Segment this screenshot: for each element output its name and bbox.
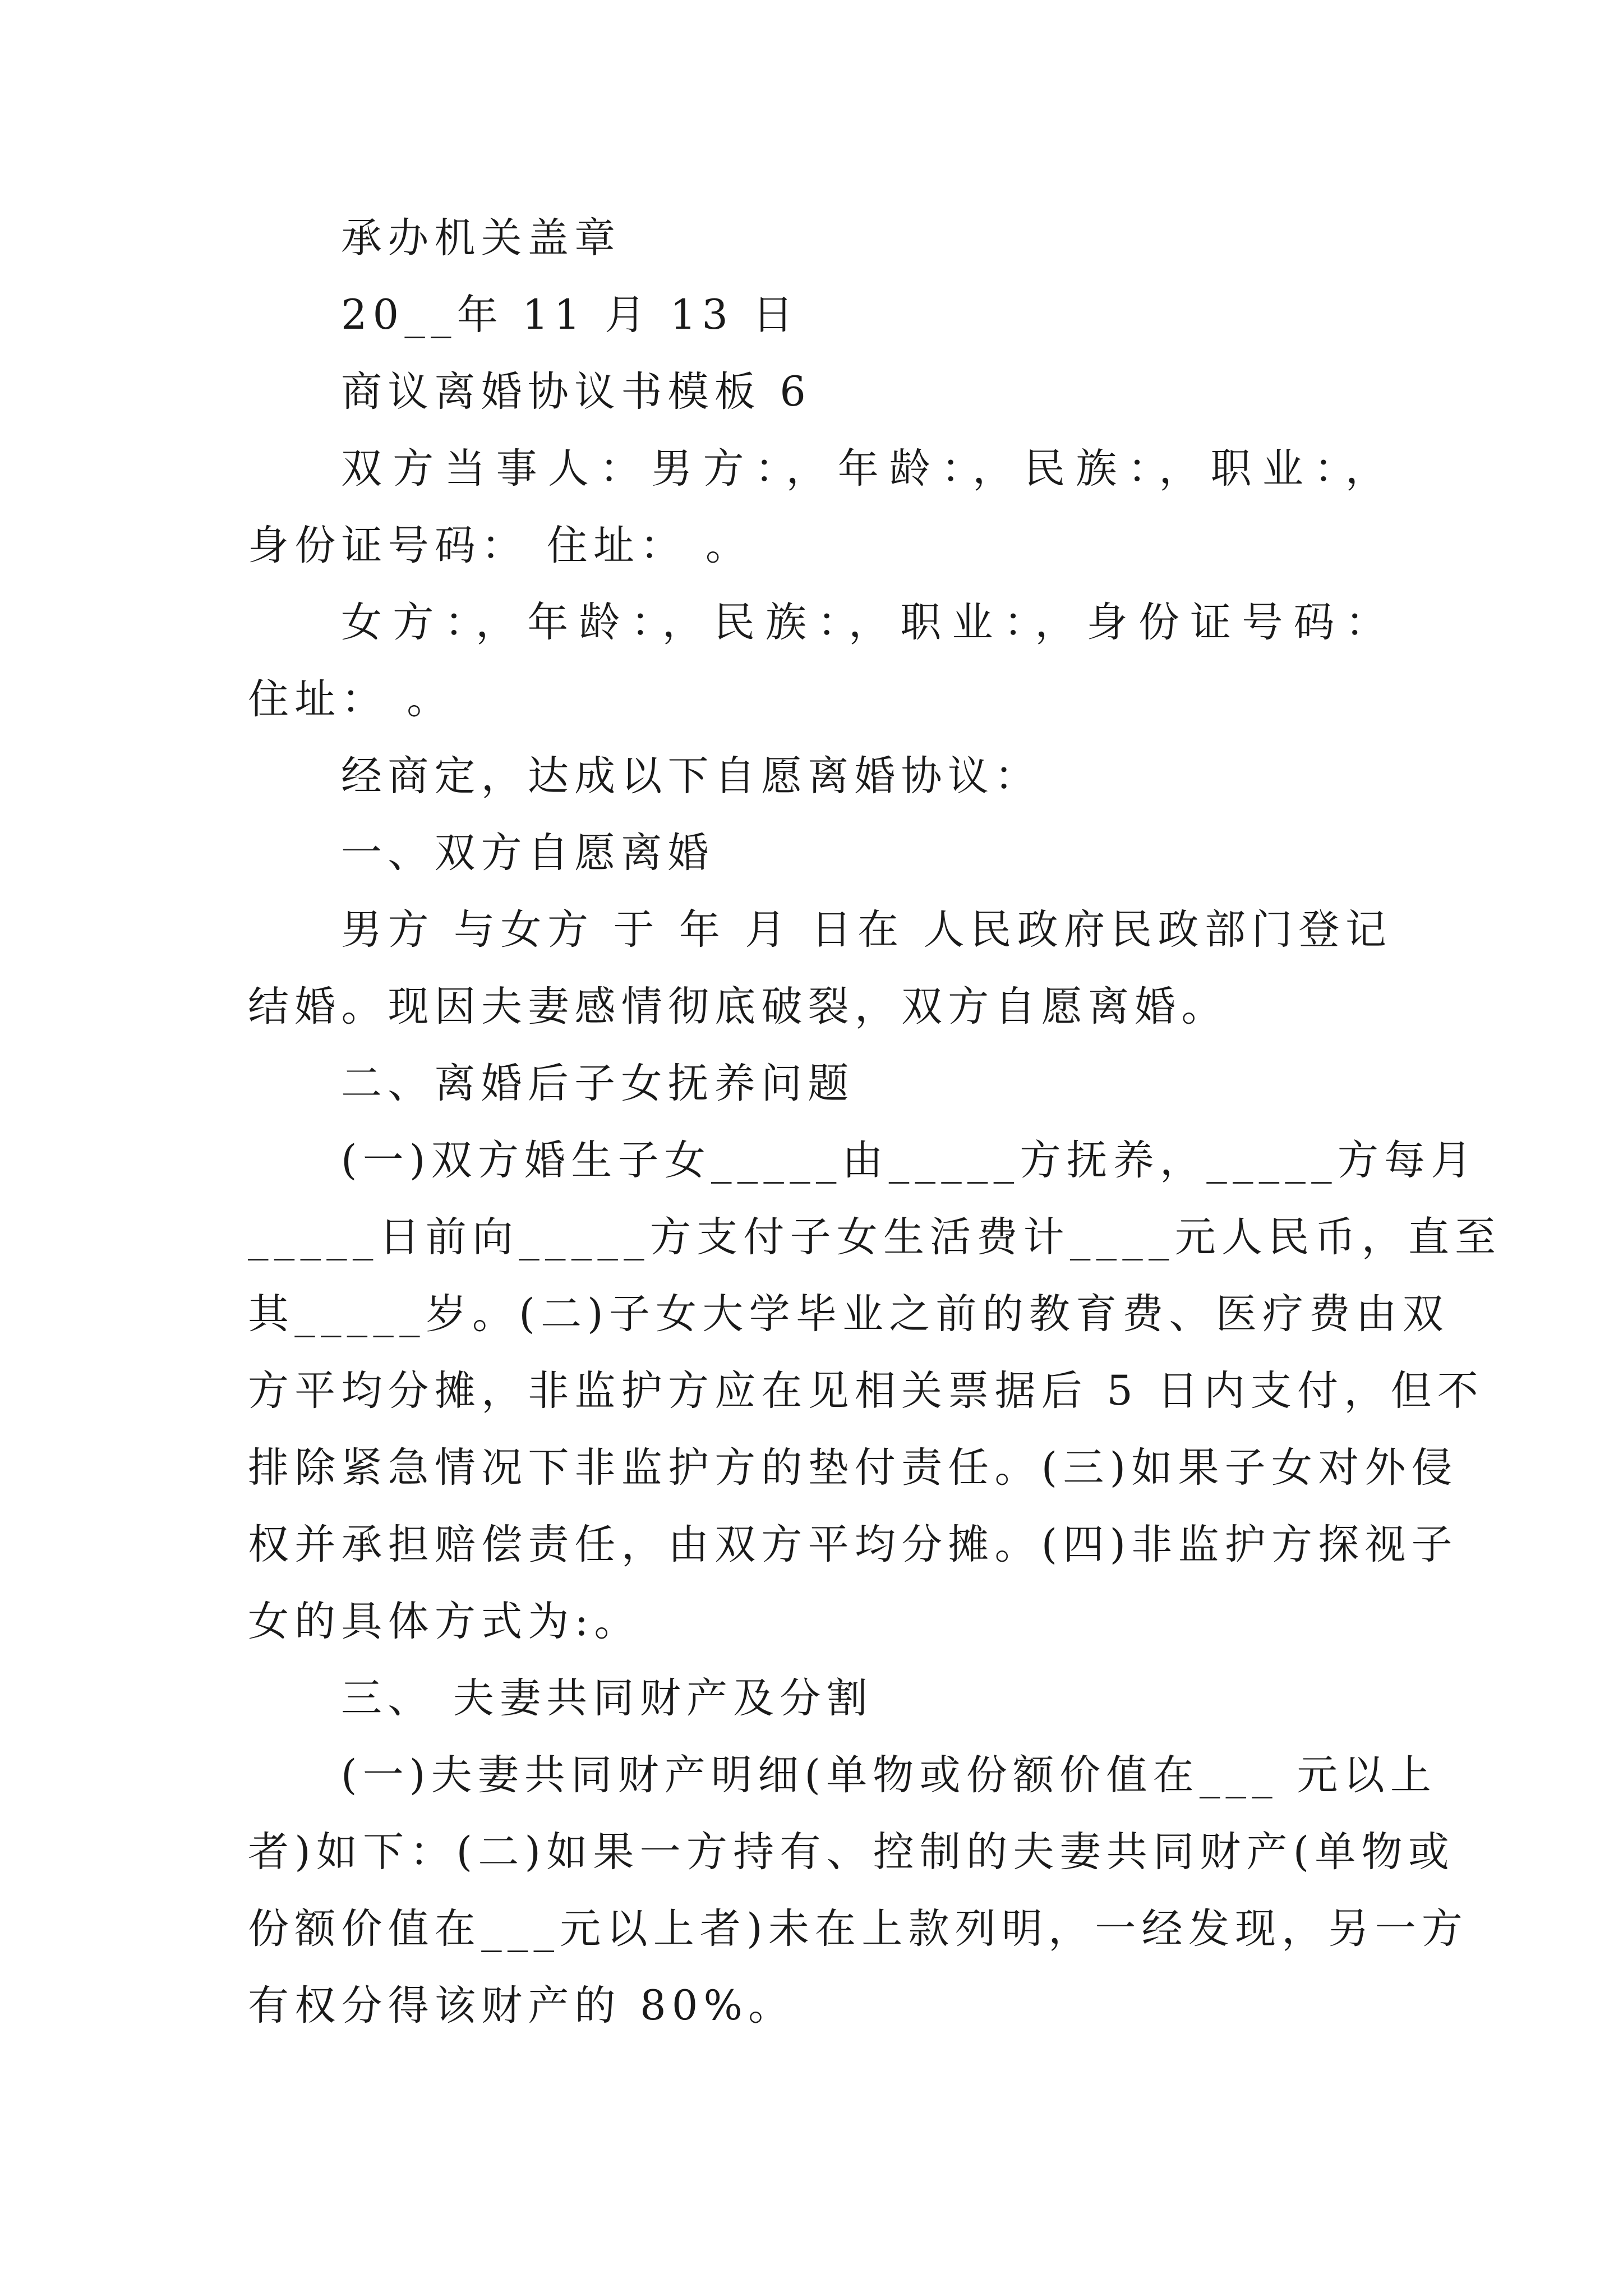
paragraph-line: 男方 与女方 于 年 月 日在 人民政府民政部门登记 bbox=[341, 906, 1392, 954]
paragraph-line: 方平均分摊，非监护方应在见相关票据后 5 日内支付，但不 bbox=[248, 1367, 1484, 1415]
paragraph-line: 女的具体方式为:。 bbox=[248, 1598, 641, 1645]
paragraph-line: 住址： 。 bbox=[248, 675, 454, 723]
paragraph-line: (一)双方婚生子女_____由_____方抚养，_____方每月 bbox=[341, 1137, 1478, 1184]
paragraph-line: 排除紧急情况下非监护方的垫付责任。(三)如果子女对外侵 bbox=[248, 1444, 1458, 1492]
paragraph-line: 承办机关盖章 bbox=[341, 214, 621, 262]
paragraph-line: 三、 夫妻共同财产及分割 bbox=[341, 1674, 873, 1722]
paragraph-line: _____日前向_____方支付子女生活费计____元人民币，直至 bbox=[248, 1213, 1502, 1261]
paragraph-line: 有权分得该财产的 80%。 bbox=[248, 1982, 795, 2030]
paragraph-line: 一、双方自愿离婚 bbox=[341, 829, 714, 877]
paragraph-line: 者)如下：(二)如果一方持有、控制的夫妻共同财产(单物或 bbox=[248, 1828, 1455, 1876]
paragraph-line: 结婚。现因夫妻感情彻底破裂，双方自愿离婚。 bbox=[248, 983, 1228, 1030]
paragraph-line: 身份证号码： 住址： 。 bbox=[248, 522, 753, 569]
document-body bbox=[248, 200, 1502, 2044]
paragraph-line: 权并承担赔偿责任，由双方平均分摊。(四)非监护方探视子 bbox=[248, 1521, 1458, 1568]
paragraph-line: 20__年 11 月 13 日 bbox=[341, 291, 799, 339]
paragraph-line: 女方：，年龄：，民族：，职业：，身份证号码： bbox=[341, 599, 1392, 646]
paragraph-line: 双方当事人：男方：，年龄：，民族：，职业：， bbox=[341, 445, 1392, 493]
paragraph-line: 其_____岁。(二)子女大学毕业之前的教育费、医疗费由双 bbox=[248, 1290, 1449, 1338]
paragraph-line: 二、离婚后子女抚养问题 bbox=[341, 1060, 855, 1107]
paragraph-line: (一)夫妻共同财产明细(单物或份额价值在___ 元以上 bbox=[341, 1751, 1437, 1799]
paragraph-line: 商议离婚协议书模板 6 bbox=[341, 368, 812, 416]
paragraph-line: 经商定，达成以下自愿离婚协议： bbox=[341, 752, 1041, 800]
paragraph-line: 份额价值在___元以上者)未在上款列明，一经发现，另一方 bbox=[248, 1905, 1469, 1953]
